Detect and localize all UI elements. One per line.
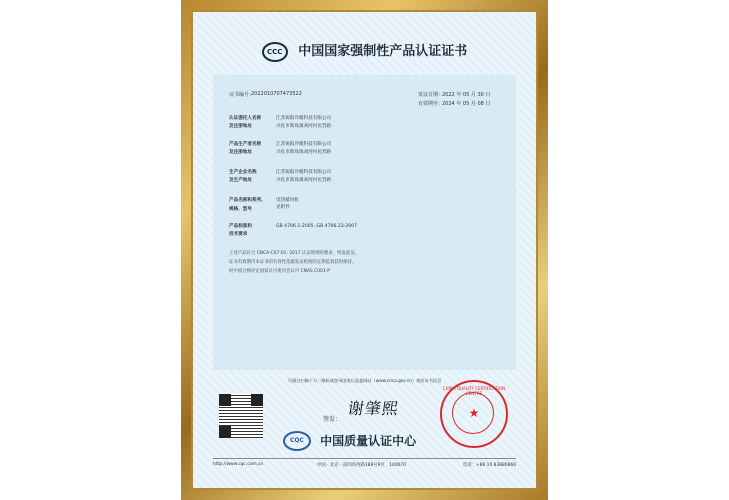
field-label: 生产企业名称 — [229, 170, 257, 175]
field-value: 兴化市新垛镇刘河村民营路 — [276, 150, 332, 155]
cqc-logo: CQC — [283, 431, 311, 451]
cert-number: 2022010707473522 — [251, 91, 302, 97]
frame-border — [191, 10, 538, 490]
certificate-frame — [181, 0, 548, 500]
cert-number-label: 证书编号： — [229, 92, 255, 98]
footer-phone: 电话：+86 10 83886666 — [462, 463, 516, 468]
seal-stamp — [440, 380, 508, 448]
star-icon: ★ — [468, 406, 480, 420]
field-label: 技术要求 — [229, 232, 248, 237]
organization-block — [283, 430, 416, 451]
field-label: 产品生产者名称 — [229, 142, 262, 147]
field-value: 江苏锐阳冷暖科技有限公司 — [276, 142, 332, 147]
valid-date: 2024 年 05 月 08 日 — [442, 101, 491, 107]
qr-code — [219, 394, 263, 438]
certificate-body — [213, 75, 516, 370]
field-value: 电热暖风机 — [276, 198, 299, 203]
certificate-header — [193, 40, 536, 62]
field-label: 及注册地址 — [229, 150, 252, 155]
ccc-logo: CCC — [262, 42, 288, 62]
valid-date-label: 有效期至： — [418, 101, 444, 107]
organization-name: 中国质量认证中心 — [320, 434, 417, 448]
field-value: 兴化市新垛镇刘河村民营路 — [276, 178, 332, 183]
statement-line: 经中国合格评定国家认可委员会认可 CNAS C001-P — [229, 269, 330, 274]
footer-address: 中国 · 北京 · 南四环西路188号9区 100070 — [317, 463, 406, 468]
field-label: 及注册地址 — [229, 124, 252, 129]
field-label: 及生产地址 — [229, 178, 252, 183]
field-label: 认证委托人名称 — [229, 116, 262, 121]
footer-website: http://www.cqc.com.cn — [213, 462, 264, 467]
statement-line: 证书有效期内本证书的有效性依据发证机构的定期监督获得保持。 — [229, 260, 357, 265]
signature-label: 签发： — [323, 416, 342, 423]
field-value: GB 4706.1-2005 ,GB 4706.23-2007 — [276, 224, 358, 229]
statement-line: 上述产品符合 CNCA-C07-01: 2017 认证规则的要求，特发此证。 — [229, 251, 359, 256]
field-label: 产品标准和 — [229, 224, 252, 229]
certificate-sheet — [193, 12, 536, 488]
issue-date-label: 发证日期： — [418, 92, 444, 98]
field-value: 江苏锐阳冷暖科技有限公司 — [276, 170, 332, 175]
signature: 谢肇熙 — [346, 399, 401, 418]
field-label: 规格、型号 — [229, 207, 252, 212]
field-value: 江苏锐阳冷暖科技有限公司 — [276, 116, 332, 121]
certificate-title: 中国国家强制性产品认证证书 — [298, 44, 468, 59]
field-value: 兴化市新垛镇刘河村民营路 — [276, 124, 332, 129]
field-value: 见附件 — [276, 205, 290, 210]
field-label: 产品名称和系列、 — [229, 198, 266, 203]
footer — [213, 458, 516, 471]
qr-note: 可通过扫描下方二维码或登录国家认监委网站（www.cnca.gov.cn）查验证书信息 — [287, 378, 442, 383]
issue-date: 2022 年 05 月 30 日 — [442, 92, 491, 98]
stamp-text: CHINA QUALITY CERTIFICATION CENTRE — [442, 386, 506, 396]
